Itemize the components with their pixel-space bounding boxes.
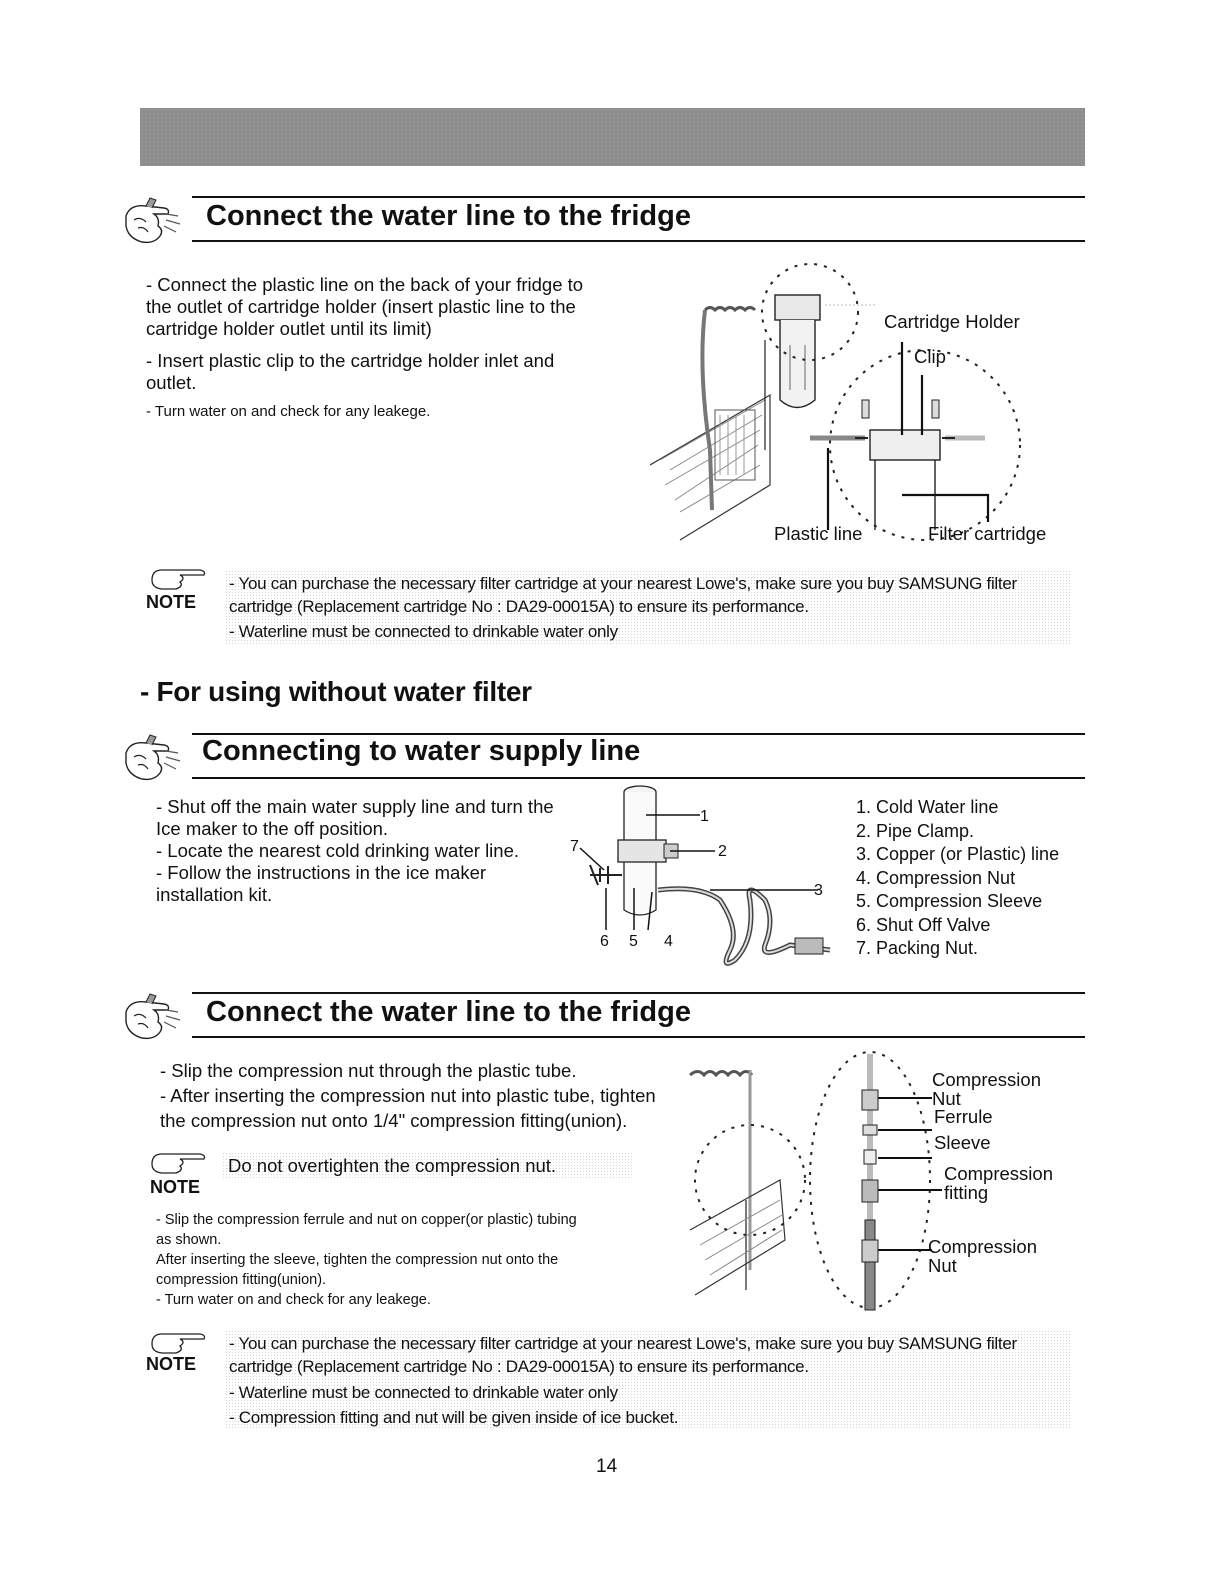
note-line: - You can purchase the necessary filter cartridge at your nearest Lowe's, make sure you buy SAMSUNG filter bbox=[229, 1334, 1017, 1353]
label-cartridge-holder: Cartridge Holder bbox=[884, 311, 1020, 332]
note-box bbox=[225, 1330, 1070, 1430]
list-item: 6. Shut Off Valve bbox=[856, 914, 991, 935]
header-banner bbox=[140, 108, 1085, 166]
note-box bbox=[222, 1152, 632, 1180]
instruction-insert-clip: - Insert plastic clip to the cartridge holder inlet and outlet. bbox=[146, 350, 555, 393]
note-label: NOTE bbox=[150, 1177, 201, 1197]
page-number: 14 bbox=[596, 1456, 618, 1477]
note-label: NOTE bbox=[146, 592, 197, 612]
instruction-ferrule: - Slip the compression ferrule and nut on copper(or plastic) tubing as shown. After inserting the sleeve, tighten the compression nut onto the compression fitting(union). - Turn water on and check for any leakege. bbox=[156, 1212, 577, 1308]
pointing-hand-icon bbox=[120, 196, 184, 248]
label-line: Nut bbox=[928, 1255, 957, 1276]
instruction-connect-plastic-line: - Connect the plastic line on the back of your fridge to the outlet of cartridge holder (insert plastic line to the cartridge holder outlet until its limit) bbox=[146, 274, 584, 339]
note-line: - Compression fitting and nut will be given inside of ice bucket. bbox=[229, 1408, 679, 1427]
pointing-hand-icon bbox=[120, 733, 184, 785]
list-item: 1. Cold Water line bbox=[856, 797, 999, 817]
pointing-hand-icon bbox=[120, 992, 184, 1044]
compression-fitting-figure bbox=[670, 1040, 950, 1320]
note-box bbox=[225, 570, 1070, 644]
note-pointing-hand-icon bbox=[150, 1150, 212, 1176]
note-line: cartridge (Replacement cartridge No : DA29-00015A) to ensure its performance. bbox=[229, 1357, 809, 1376]
label-line: Compression bbox=[944, 1163, 1053, 1184]
figure-number: 6 bbox=[600, 933, 609, 950]
note-pointing-hand-icon bbox=[150, 566, 212, 592]
list-item: 7. Packing Nut. bbox=[856, 938, 979, 958]
instruction-compression-nut: - Slip the compression nut through the plastic tube. - After inserting the compression nut into plastic tube, tighten the compression nut onto 1/4" compression fitting(union). bbox=[160, 1060, 656, 1131]
list-item: 5. Compression Sleeve bbox=[856, 891, 1043, 911]
label-line: Nut bbox=[932, 1088, 961, 1109]
note-label: NOTE bbox=[146, 1354, 197, 1374]
label-clip: Clip bbox=[914, 346, 946, 367]
section-title: Connect the water line to the fridge bbox=[206, 200, 691, 232]
note-line: - Waterline must be connected to drinkable water only bbox=[229, 622, 618, 641]
note-line: - Waterline must be connected to drinkable water only bbox=[229, 1383, 618, 1402]
figure-number: 2 bbox=[718, 843, 727, 860]
figure-number: 5 bbox=[629, 933, 638, 950]
figure-number: 3 bbox=[814, 882, 823, 899]
section-title: Connecting to water supply line bbox=[202, 735, 641, 767]
figure-number: 7 bbox=[570, 838, 579, 855]
label-ferrule: Ferrule bbox=[934, 1106, 993, 1127]
note-line: cartridge (Replacement cartridge No : DA29-00015A) to ensure its performance. bbox=[229, 597, 809, 616]
note-line: Do not overtighten the compression nut. bbox=[228, 1155, 557, 1176]
note-line: - You can purchase the necessary filter cartridge at your nearest Lowe's, make sure you buy SAMSUNG filter bbox=[229, 574, 1017, 593]
label-plastic-line: Plastic line bbox=[774, 523, 863, 544]
label-line: Compression bbox=[928, 1236, 1037, 1257]
subheading-without-filter: - For using without water filter bbox=[140, 676, 532, 707]
label-sleeve: Sleeve bbox=[934, 1132, 991, 1153]
note-pointing-hand-icon bbox=[150, 1330, 212, 1356]
list-item: 3. Copper (or Plastic) line bbox=[856, 844, 1060, 864]
label-compression-fitting bbox=[944, 1164, 1053, 1202]
list-item: 2. Pipe Clamp. bbox=[856, 820, 975, 841]
section-header bbox=[120, 196, 1085, 252]
label-line: fitting bbox=[944, 1182, 989, 1203]
instruction-supply-line: - Shut off the main water supply line and turn the Ice maker to the off position. - Locate the nearest cold drinking water line. - Follow the instructions in the ice maker installation kit. bbox=[156, 796, 554, 905]
parts-list bbox=[856, 796, 1059, 961]
label-compression-nut-top bbox=[932, 1070, 1041, 1108]
figure-number: 4 bbox=[664, 933, 673, 950]
label-compression-nut-bottom bbox=[928, 1237, 1037, 1275]
figure-number: 1 bbox=[700, 808, 709, 825]
label-filter-cartridge: Filter cartridge bbox=[928, 523, 1047, 544]
section-title: Connect the water line to the fridge bbox=[206, 996, 691, 1028]
list-item: 4. Compression Nut bbox=[856, 867, 1016, 888]
label-line: Compression bbox=[932, 1069, 1041, 1090]
cartridge-holder-figure bbox=[650, 250, 1080, 550]
instruction-check-leakage: - Turn water on and check for any leakege. bbox=[146, 403, 431, 420]
